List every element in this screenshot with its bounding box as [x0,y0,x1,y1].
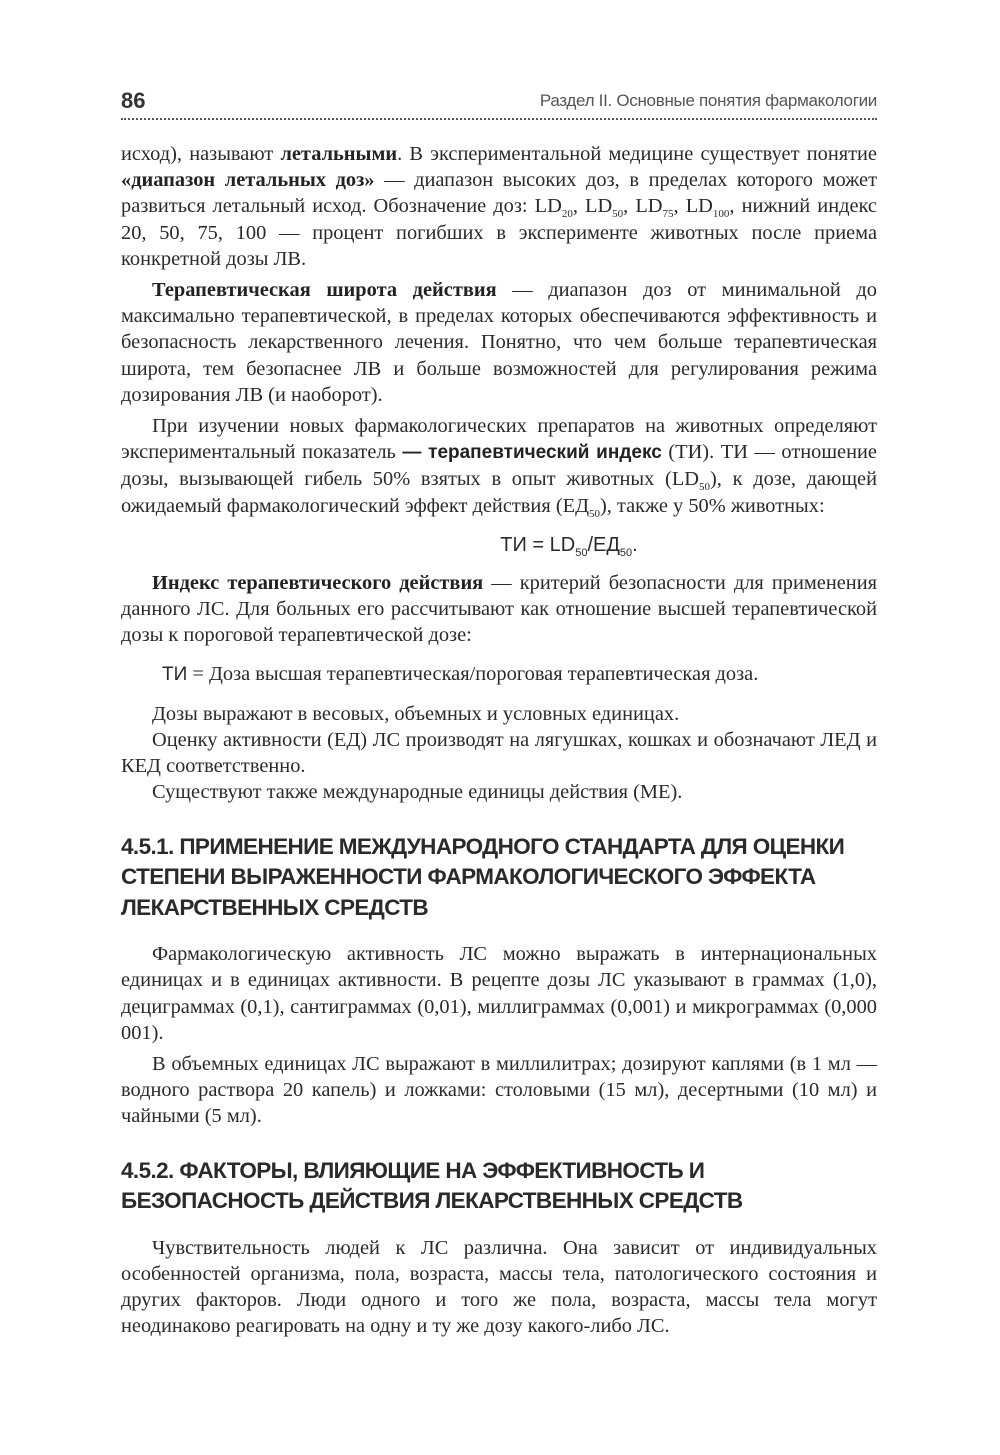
formula-therapeutic-index: ТИ = $LD_{50}/ЕД_{50}$. [500,533,638,559]
paragraph-therapeutic-width: Терапевтическая широта действия — диапазон доз от минимальной до максимально терапевтической, в пределах которых обеспечиваются эффективность и безопасность лекарственного лечения. Понятно, что чем больше терапевтическая широта, тем безопаснее ЛВ и больше возможностей для регулирования режима дозирования ЛВ (и наоборот). [121,279,877,406]
running-head: Раздел II. Основные понятия фармакологии [539,91,877,110]
section-4-5-1-paragraph-2: В объемных единицах ЛС выражают в миллилитрах; дозируют каплями (в 1 мл — водного раствора 20 капель) и ложками: столовыми (15 мл), десертными (10 мл) и чайными (5 мл). [121,1052,877,1128]
paragraph-dose-units: Дозы выражают в весовых, объемных и условных единицах. [152,702,680,725]
formula-dose-ratio: ТИ = Доза высшая терапевтическая/пороговая терапевтическая доза. [162,662,759,685]
paragraph-international-units: Существуют также международные единицы действия (МЕ). [152,781,683,804]
paragraph-lethal-doses: исход), называют летальными. В экспериментальной медицине существует понятие «диапазон летальных доз» — диапазон высоких доз, в пределах которого может развиться летальный исход. Обозначение доз: $LD_{20}$, $LD_{50}$, $LD_{75}$, $LD_{100}$, нижний индекс 20, 50, 75, 100 — процент погибших в эксперименте животных после приема конкретной дозы ЛВ. [121,143,877,270]
page-number: 86 [121,88,146,113]
paragraph-index-of-action: Индекс терапевтического действия — критерий безопасности для применения данного ЛС. Для больных его рассчитывают как отношение высшей терапевтической дозы к пороговой терапевтической дозе: [121,572,877,647]
page-header [121,84,877,120]
paragraph-therapeutic-index: При изучении новых фармакологических препаратов на животных определяют экспериментальный показатель — терапевтический индекс (ТИ). ТИ — отношение дозы, вызывающей гибель 50% взятых в опыт животных $(LD_{50})$, к дозе, дающей ожидаемый фармакологический эффект действия $(ЕД_{50})$, также у 50% животных: [121,415,877,520]
section-4-5-1-paragraph-1: Фармакологическую активность ЛС можно выражать в интернациональных единицах и в единицах активности. В рецепте дозы ЛС указывают в граммах (1,0), дециграммах (0,1), сантиграммах (0,01), миллиграммах (0,001) и микрограммах (0,000 001). [121,943,877,1044]
section-heading-4-5-1: 4.5.1. ПРИМЕНЕНИЕ МЕЖДУНАРОДНОГО СТАНДАРТА ДЛЯ ОЦЕНКИ СТЕПЕНИ ВЫРАЖЕННОСТИ ФАРМАКОЛОГИЧЕСКОГО ЭФФЕКТА ЛЕКАРСТВЕННЫХ СРЕДСТВ [121,833,845,920]
section-4-5-2-paragraph-1: Чувствительность людей к ЛС различна. Она зависит от индивидуальных особенностей организма, пола, возраста, массы тела, патологического состояния и других факторов. Люди одного и того же пола, возраста, массы тела могут неодинаково реагировать на одну и ту же дозу какого-либо ЛС. [121,1236,877,1338]
paragraph-activity-units: Оценку активности (ЕД) ЛС производят на лягушках, кошках и обозначают ЛЕД и КЕД соответственно. [121,729,877,778]
page-body [121,141,877,1339]
section-heading-4-5-2: 4.5.2. ФАКТОРЫ, ВЛИЯЮЩИЕ НА ЭФФЕКТИВНОСТЬ И БЕЗОПАСНОСТЬ ДЕЙСТВИЯ ЛЕКАРСТВЕННЫХ СРЕДСТВ [121,1157,743,1214]
